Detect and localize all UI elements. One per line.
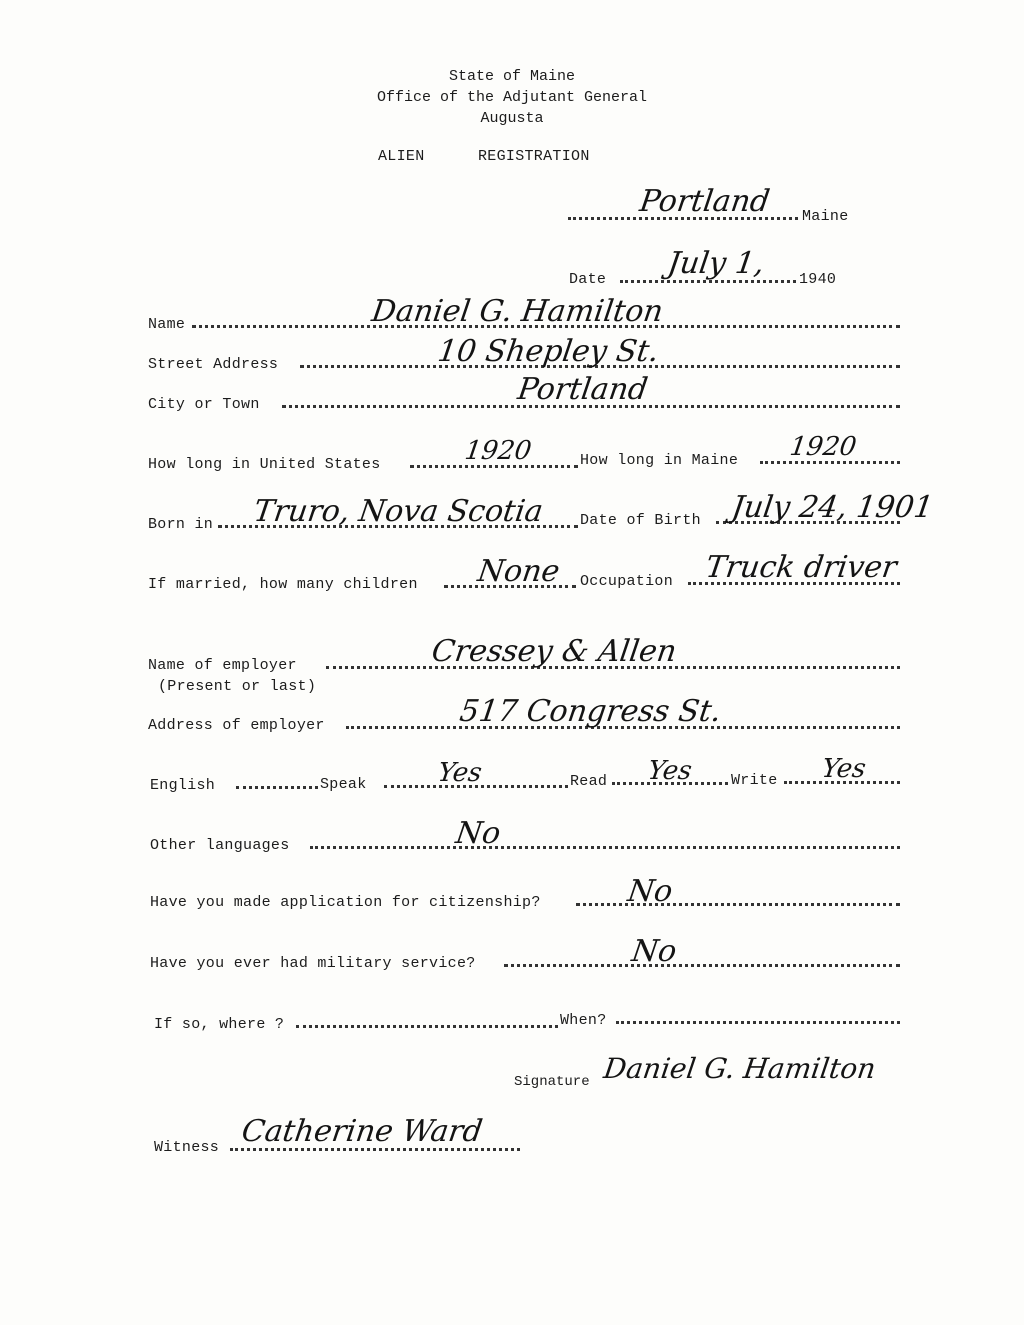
header-office: Office of the Adjutant General xyxy=(376,89,648,106)
when-label: When? xyxy=(560,1012,607,1029)
witness-value: Catherine Ward xyxy=(239,1114,485,1149)
born-label: Born in xyxy=(148,516,214,533)
how-long-maine-value: 1920 xyxy=(787,432,859,462)
header-state: State of Maine xyxy=(448,68,576,85)
date-year: 1940 xyxy=(799,271,837,288)
military-line xyxy=(504,964,900,967)
children-label: If married, how many children xyxy=(148,576,418,593)
citizenship-line xyxy=(576,903,900,906)
street-label: Street Address xyxy=(148,356,279,373)
other-languages-label: Other languages xyxy=(150,837,290,854)
employer-value: Cressey & Allen xyxy=(429,634,679,669)
occupation-value: Truck driver xyxy=(703,550,899,585)
how-long-us-value: 1920 xyxy=(462,436,534,466)
dob-value: July 24, 1901 xyxy=(729,490,936,525)
occupation-label: Occupation xyxy=(580,573,674,590)
place-value: Portland xyxy=(637,184,772,219)
date-value: July 1, xyxy=(665,246,767,281)
name-label: Name xyxy=(148,316,186,333)
city-value: Portland xyxy=(515,372,650,407)
how-long-us-label: How long in United States xyxy=(148,456,381,473)
signature-label: Signature xyxy=(514,1074,590,1090)
speak-value: Yes xyxy=(435,758,484,788)
speak-label: Speak xyxy=(320,776,367,793)
signature-value: Daniel G. Hamilton xyxy=(601,1052,878,1085)
other-languages-line xyxy=(310,846,900,849)
write-label: Write xyxy=(731,772,778,789)
citizenship-label: Have you made application for citizenship? xyxy=(150,894,541,911)
city-label: City or Town xyxy=(148,396,260,413)
when-line xyxy=(616,1021,900,1024)
date-label: Date xyxy=(569,271,607,288)
born-value: Truro, Nova Scotia xyxy=(251,494,546,529)
employer-address-label: Address of employer xyxy=(148,717,325,734)
where-label: If so, where ? xyxy=(154,1016,285,1033)
street-value: 10 Shepley St. xyxy=(435,334,661,369)
military-value: No xyxy=(629,934,679,969)
write-value: Yes xyxy=(819,754,868,784)
title-registration: REGISTRATION xyxy=(478,148,590,165)
employer-sublabel: (Present or last) xyxy=(158,678,317,695)
title-alien: ALIEN xyxy=(378,148,425,165)
dob-label: Date of Birth xyxy=(580,512,701,529)
place-suffix: Maine xyxy=(802,208,849,225)
citizenship-value: No xyxy=(625,874,675,909)
where-line xyxy=(296,1025,558,1028)
how-long-maine-label: How long in Maine xyxy=(580,452,739,469)
children-value: None xyxy=(475,554,562,589)
english-label: English xyxy=(150,777,216,794)
witness-label: Witness xyxy=(154,1139,220,1156)
english-line xyxy=(236,786,318,789)
read-value: Yes xyxy=(645,756,694,786)
employer-label: Name of employer xyxy=(148,657,297,674)
read-label: Read xyxy=(570,773,608,790)
employer-address-value: 517 Congress St. xyxy=(457,694,724,729)
other-languages-value: No xyxy=(453,816,503,851)
name-value: Daniel G. Hamilton xyxy=(369,294,666,329)
military-label: Have you ever had military service? xyxy=(150,955,476,972)
header-city: Augusta xyxy=(480,110,544,127)
